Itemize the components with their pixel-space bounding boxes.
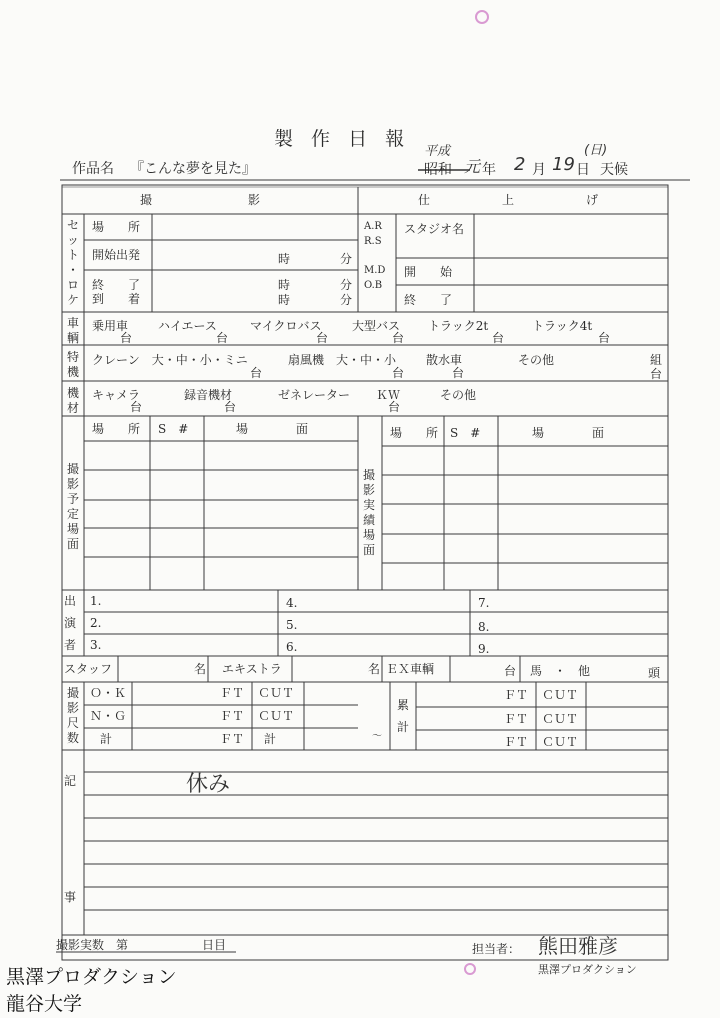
ft-unit: ＦＴ xyxy=(504,688,529,702)
notes-content[interactable]: 休み xyxy=(186,772,231,797)
shooting-days-label: 撮影実数 第 xyxy=(56,938,129,952)
vehicle-hiace: ハイエース xyxy=(158,319,217,333)
unit-label: 台 xyxy=(392,366,405,380)
hole-mark xyxy=(465,964,475,974)
minute-unit: 分 xyxy=(340,293,353,307)
cast-number: 8. xyxy=(478,620,490,634)
sprinkler-label: 散水車 xyxy=(426,353,463,367)
equip-kw: ＫＷ xyxy=(376,388,401,402)
cut-unit: ＣＵＴ xyxy=(542,688,579,702)
vehicle-bus: 大型バス xyxy=(352,319,401,333)
cast-number: 1. xyxy=(90,594,102,608)
cast-number: 2. xyxy=(90,616,102,630)
unit-label: 台 xyxy=(598,331,611,345)
notes-side-top: 記 xyxy=(64,774,77,788)
era-written: 平成 xyxy=(424,144,451,159)
actual-scenes-side-label: 撮 影 実 績 場 面 xyxy=(362,468,375,557)
ob-label: O.B xyxy=(364,280,383,291)
unit-label: 台 xyxy=(316,331,329,345)
cumulative-side-label: 累 計 xyxy=(396,698,409,734)
col-scene: 場 面 xyxy=(236,422,309,436)
notes-side-bottom: 事 xyxy=(64,890,77,904)
studio-label: スタジオ名 xyxy=(404,222,465,236)
place-label: 場 所 xyxy=(92,220,141,234)
vehicle-microbus: マイクロバス xyxy=(250,319,322,333)
special-side-label: 特 機 xyxy=(66,350,79,379)
cut-unit: ＣＵＴ xyxy=(542,712,579,726)
unit-label: 台 xyxy=(216,331,229,345)
horse-label: 馬 ・ 他 xyxy=(530,664,591,678)
day-count-unit: 日目 xyxy=(202,938,227,952)
total-label: 計 xyxy=(264,732,277,746)
col-place: 場 所 xyxy=(92,422,141,436)
start-departure-label: 開始出発 xyxy=(92,248,141,262)
col-scene-number: S # xyxy=(158,422,189,436)
extra-label: エキストラ xyxy=(222,662,282,676)
hour-unit: 時 xyxy=(278,293,291,307)
ok-label: Ｏ・Ｋ xyxy=(90,686,127,700)
vehicle-unit: 台 xyxy=(504,664,517,678)
ex-vehicle-label: ＥＸ車輌 xyxy=(386,662,435,676)
equip-camera: キャメラ xyxy=(92,388,141,402)
ft-unit: ＦＴ xyxy=(504,712,529,726)
name-unit: 名 xyxy=(368,662,381,676)
ft-unit: ＦＴ xyxy=(504,735,529,749)
unit-label: 台 xyxy=(388,400,401,414)
cast-side-char: 者 xyxy=(64,638,77,652)
col-scene: 場 面 xyxy=(532,426,605,440)
ar-label: A.R xyxy=(364,221,382,232)
hole-mark xyxy=(476,11,488,23)
equip-sound: 録音機材 xyxy=(184,388,233,402)
set-loc-side-label: セ ッ ト ・ ロ ケ xyxy=(66,218,79,307)
month-value: 2 xyxy=(514,154,526,175)
month-unit: 月 xyxy=(532,162,546,178)
unit-label: 台 xyxy=(452,366,465,380)
unit-label: 台 xyxy=(392,331,405,345)
manager-label: 担当者： xyxy=(472,942,521,956)
finishing-heading: 仕 上 げ xyxy=(418,193,599,207)
staff-label: スタッフ xyxy=(64,662,113,676)
col-scene-number: S # xyxy=(450,426,481,440)
rs-label: R.S xyxy=(364,236,382,247)
minute-unit: 分 xyxy=(340,278,353,292)
vehicle-sedan: 乗用車 xyxy=(92,319,129,333)
cast-side-char: 出 xyxy=(64,594,77,608)
cut-unit: ＣＵＴ xyxy=(258,686,295,700)
ng-label: Ｎ・Ｇ xyxy=(90,709,127,723)
company-stamp: 黒澤プロダクション xyxy=(538,963,637,976)
md-label: M.D xyxy=(364,265,386,276)
group-unit-label: 台 xyxy=(650,367,663,381)
vehicle-truck-4t: トラック4t xyxy=(532,319,593,333)
cast-number: 4. xyxy=(286,596,298,610)
year-unit: 年 xyxy=(482,162,496,178)
ft-unit: ＦＴ xyxy=(220,732,245,746)
unit-label: 台 xyxy=(130,400,143,414)
unit-label: 台 xyxy=(492,331,505,345)
credit-line-1: 黒澤プロダクション xyxy=(6,966,177,988)
special-other-label: その他 xyxy=(518,353,555,367)
dash-mark: 〜 xyxy=(372,731,382,742)
work-title: 『こんな夢を見た』 xyxy=(130,161,256,177)
ft-unit: ＦＴ xyxy=(220,686,245,700)
name-unit: 名 xyxy=(194,662,207,676)
cast-number: 3. xyxy=(90,638,102,652)
cut-unit: ＣＵＴ xyxy=(258,709,295,723)
planned-scenes-side-label: 撮 影 予 定 場 面 xyxy=(66,462,79,551)
finish-start-label: 開 始 xyxy=(404,265,453,279)
work-label: 作品名 xyxy=(72,161,114,177)
fan-label: 扇風機 大・中・小 xyxy=(288,353,397,367)
day-unit: 日 xyxy=(576,162,590,178)
page-title: 製 作 日 報 xyxy=(274,128,411,150)
hour-unit: 時 xyxy=(278,252,291,266)
era-crossed: 昭和 xyxy=(424,162,452,178)
vehicles-side-label: 車 輌 xyxy=(66,316,79,345)
crane-label: クレーン 大・中・小・ミニ xyxy=(92,353,248,367)
equip-generator: ゼネレーター xyxy=(278,388,351,402)
weekday-value: (日) xyxy=(584,143,608,158)
footage-side-label: 撮 影 尺 数 xyxy=(66,686,79,745)
arrive-label: 到 着 xyxy=(92,292,141,306)
finish-end-label: 終 了 xyxy=(404,293,453,307)
cast-number: 5. xyxy=(286,618,298,632)
unit-label: 台 xyxy=(250,366,263,380)
col-place: 場 所 xyxy=(390,426,439,440)
weather-label: 天候 xyxy=(600,162,628,178)
cast-number: 7. xyxy=(478,596,490,610)
vehicle-truck-2t: トラック2t xyxy=(428,319,489,333)
ft-unit: ＦＴ xyxy=(220,709,245,723)
minute-unit: 分 xyxy=(340,252,353,266)
end-label: 終 了 xyxy=(92,278,141,292)
unit-label: 台 xyxy=(224,400,237,414)
cast-number: 6. xyxy=(286,640,298,654)
head-unit: 頭 xyxy=(648,666,661,680)
cast-side-char: 演 xyxy=(64,616,77,630)
hour-unit: 時 xyxy=(278,278,291,292)
cast-number: 9. xyxy=(478,642,490,656)
equipment-side-label: 機 材 xyxy=(66,386,79,415)
year-value: 元 xyxy=(464,157,481,176)
unit-label: 台 xyxy=(120,331,133,345)
equip-other: その他 xyxy=(440,388,477,402)
total-label: 計 xyxy=(100,732,113,746)
credit-line-2: 龍谷大学 xyxy=(6,993,83,1015)
group-label: 組 xyxy=(650,353,663,367)
shooting-heading: 撮 影 xyxy=(140,193,261,207)
cut-unit: ＣＵＴ xyxy=(542,735,579,749)
day-value: 19 xyxy=(552,154,575,175)
manager-name: 熊田雅彦 xyxy=(538,934,618,958)
